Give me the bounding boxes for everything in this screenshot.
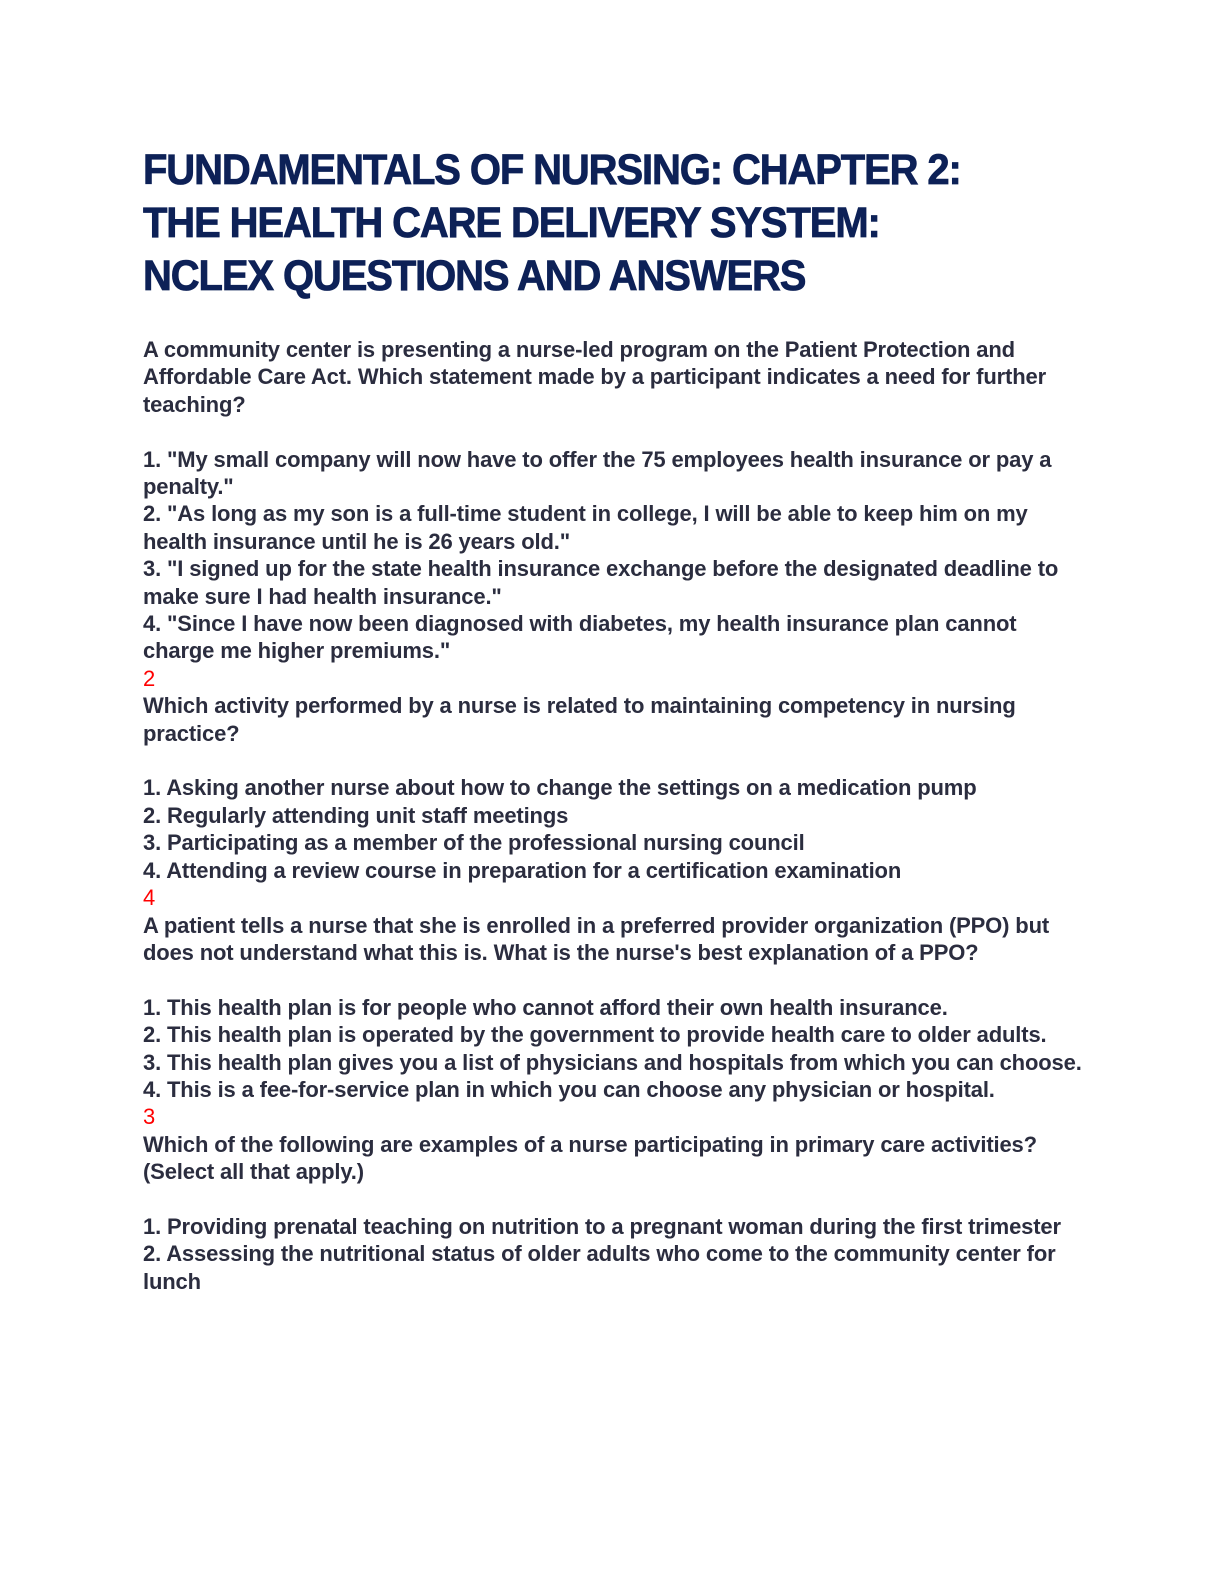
question-3 xyxy=(143,912,1083,1131)
answer-option: 2. Assessing the nutritional status of older adults who come to the community center for lunch xyxy=(143,1241,1056,1294)
spacer xyxy=(143,966,1083,993)
answer-option: 1. Asking another nurse about how to change the settings on a medication pump xyxy=(143,775,977,801)
question-stem: A patient tells a nurse that she is enrolled in a preferred provider organization (PPO) but does not understand what this is. What is the nurse's best explanation of a PPO? xyxy=(143,912,1050,965)
question-4 xyxy=(143,1131,1083,1295)
answer-option: 2. Regularly attending unit staff meetings xyxy=(143,802,569,828)
answer-option: 1. This health plan is for people who cannot afford their own health insurance. xyxy=(143,994,948,1020)
document-page xyxy=(143,144,1083,1295)
answer-option: 1. "My small company will now have to offer the 75 employees health insurance or pay a penalty." xyxy=(143,446,1052,500)
answer-option: 4. This is a fee-for-service plan in which you can choose any physician or hospital. xyxy=(143,1076,995,1102)
title-line: NCLEX QUESTIONS AND ANSWERS xyxy=(143,252,806,300)
answer-option: 2. "As long as my son is a full-time student in college, I will be able to keep him on my health insurance until he is 26 years old." xyxy=(143,501,1028,554)
document-title xyxy=(143,144,1073,303)
question-1 xyxy=(143,336,1083,692)
answer-option: 4. "Since I have now been diagnosed with diabetes, my health insurance plan cannot charge me higher premiums." xyxy=(143,611,1017,664)
question-stem: A community center is presenting a nurse-led program on the Patient Protection and Affordable Care Act. Which statement made by a participant indicates a need for further teaching? xyxy=(143,337,1046,417)
question-list xyxy=(143,336,1083,1295)
answer-option: 1. Providing prenatal teaching on nutrition to a pregnant woman during the first trimester xyxy=(143,1213,1061,1239)
answer-option: 4. Attending a review course in preparation for a certification examination xyxy=(143,857,902,883)
answer-option: 3. "I signed up for the state health insurance exchange before the designated deadline to make sure I had health insurance." xyxy=(143,556,1059,609)
correct-answer: 2 xyxy=(143,665,156,691)
correct-answer: 3 xyxy=(143,1104,156,1130)
answer-option: 3. Participating as a member of the professional nursing council xyxy=(143,830,805,856)
answer-option: 2. This health plan is operated by the government to provide health care to older adults. xyxy=(143,1022,1047,1048)
title-line: FUNDAMENTALS OF NURSING: CHAPTER 2: xyxy=(143,146,961,194)
spacer xyxy=(143,418,1083,445)
title-line: THE HEALTH CARE DELIVERY SYSTEM: xyxy=(143,199,880,247)
spacer xyxy=(143,1186,1083,1213)
question-stem: Which of the following are examples of a nurse participating in primary care activities? (Select all that apply.) xyxy=(143,1131,1037,1185)
correct-answer: 4 xyxy=(143,885,156,911)
question-stem: Which activity performed by a nurse is related to maintaining competency in nursing practice? xyxy=(143,693,1016,746)
answer-option: 3. This health plan gives you a list of physicians and hospitals from which you can choose. xyxy=(143,1049,1082,1075)
question-2 xyxy=(143,692,1083,911)
spacer xyxy=(143,747,1083,774)
